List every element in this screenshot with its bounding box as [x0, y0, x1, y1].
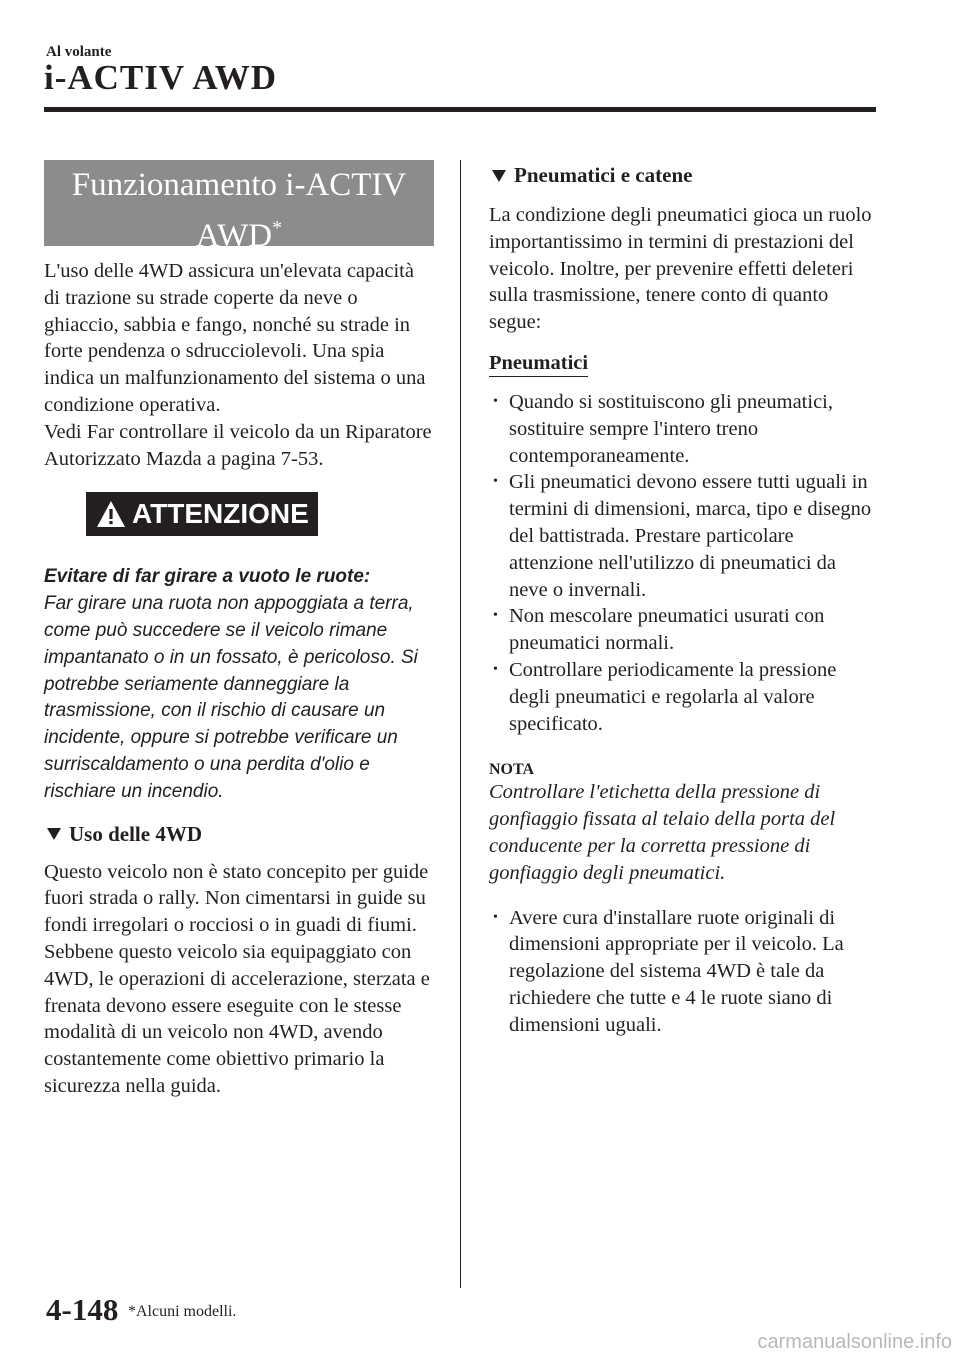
warning-body: Far girare una ruota non appoggiata a terra, come può succedere se il veicolo rimane impantanato o in un fossato, è pericoloso. Si potrebbe seriamente danneggiare la trasmissione, con il rischio di causare un incidente, oppure si potrebbe verificare un surriscaldamento o una perdita d'olio e rischiare un incendio. [44, 593, 418, 802]
header-kicker: Al volante [46, 44, 112, 60]
warning-text [44, 564, 434, 805]
header-rule [44, 107, 876, 112]
subhead-pneumatici-catene [489, 163, 879, 188]
bullet-list [489, 389, 879, 737]
page-reference: Vedi Far controllare il veicolo da un Riparatore Autorizzato Mazda a pagina 7-53. [44, 420, 432, 470]
subhead-label: Pneumatici e catene [514, 163, 693, 187]
page-title: i-ACTIV AWD [44, 58, 278, 97]
bullet-list-last [489, 905, 879, 1039]
left-column [44, 160, 434, 1100]
list-item: • Controllare periodicamente la pressione degli pneumatici e regolarla al valore specificato. [489, 657, 879, 737]
right-column [489, 160, 879, 1039]
list-item: • Avere cura d'installare ruote originali di dimensioni appropriate per il veicolo. La regolazione del sistema 4WD è tale da richiedere che tutte e 4 le ruote siano di dimensioni uguali. [489, 905, 879, 1039]
triangle-down-icon [492, 170, 506, 182]
intro-paragraph: La condizione degli pneumatici gioca un ruolo importantissimo in termini di prestazioni del veicolo. Inoltre, per prevenire effetti deleteri sulla trasmissione, tenere conto di quanto segue: [489, 204, 872, 334]
paragraph-uso-2: Sebbene questo veicolo sia equipaggiato con 4WD, le operazioni di accelerazione, sterzata e frenata devono essere eseguite con le stesse modalità di un veicolo non 4WD, avendo costantemente come obiettivo primario la sicurezza nella guida. [44, 940, 430, 1097]
asterisk-mark: * [272, 217, 283, 239]
subhead-uso-4wd [44, 822, 434, 847]
warning-header [44, 492, 434, 536]
warning-label: ATTENZIONE [132, 498, 309, 530]
watermark: carmanualsonline.info [757, 1331, 952, 1353]
column-divider [460, 160, 461, 1288]
pneumatici-label: Pneumatici [489, 352, 588, 377]
list-item: • Quando si sostituiscono gli pneumatici, sostituire sempre l'intero treno contemporaneamente. [489, 389, 879, 469]
section-title-box [44, 160, 434, 254]
page-number: 4-148 [46, 1292, 119, 1327]
paragraph-uso-1: Questo veicolo non è stato concepito per guide fuori strada o rally. Non cimentarsi in guide su fondi irregolari o rocciosi o in guadi di fiumi. [44, 860, 429, 937]
subhead-label: Uso delle 4WD [69, 821, 202, 846]
list-item: • Gli pneumatici devono essere tutti uguali in termini di dimensioni, marca, tipo e disegno del battistrada. Prestare particolare attenzione nell'utilizzo di pneumatici da neve o invernali. [489, 469, 879, 603]
warning-triangle-icon [96, 500, 126, 528]
list-item: • Non mescolare pneumatici usurati con pneumatici normali. [489, 603, 879, 657]
section-title-line2: AWD [195, 218, 273, 254]
footer-note: *Alcuni modelli. [128, 1303, 237, 1320]
warning-badge [86, 492, 318, 536]
nota-text: Controllare l'etichetta della pressione di gonfiaggio fissata al telaio della porta del conducente per la corretta pressione di gonfiaggio degli pneumatici. [489, 781, 836, 884]
nota-label: NOTA [489, 761, 535, 779]
section-title-line1: Funzionamento i-ACTIV [71, 167, 407, 203]
intro-paragraph: L'uso delle 4WD assicura un'elevata capacità di trazione su strade coperte da neve o ghiaccio, sabbia e fango, nonché su strade in forte pendenza o sdrucciolevoli. Una spia indica un malfunzionamento del sistema o una condizione operativa. [44, 260, 426, 416]
triangle-down-icon [47, 828, 61, 840]
warning-lead: Evitare di far girare a vuoto le ruote: [44, 566, 371, 588]
